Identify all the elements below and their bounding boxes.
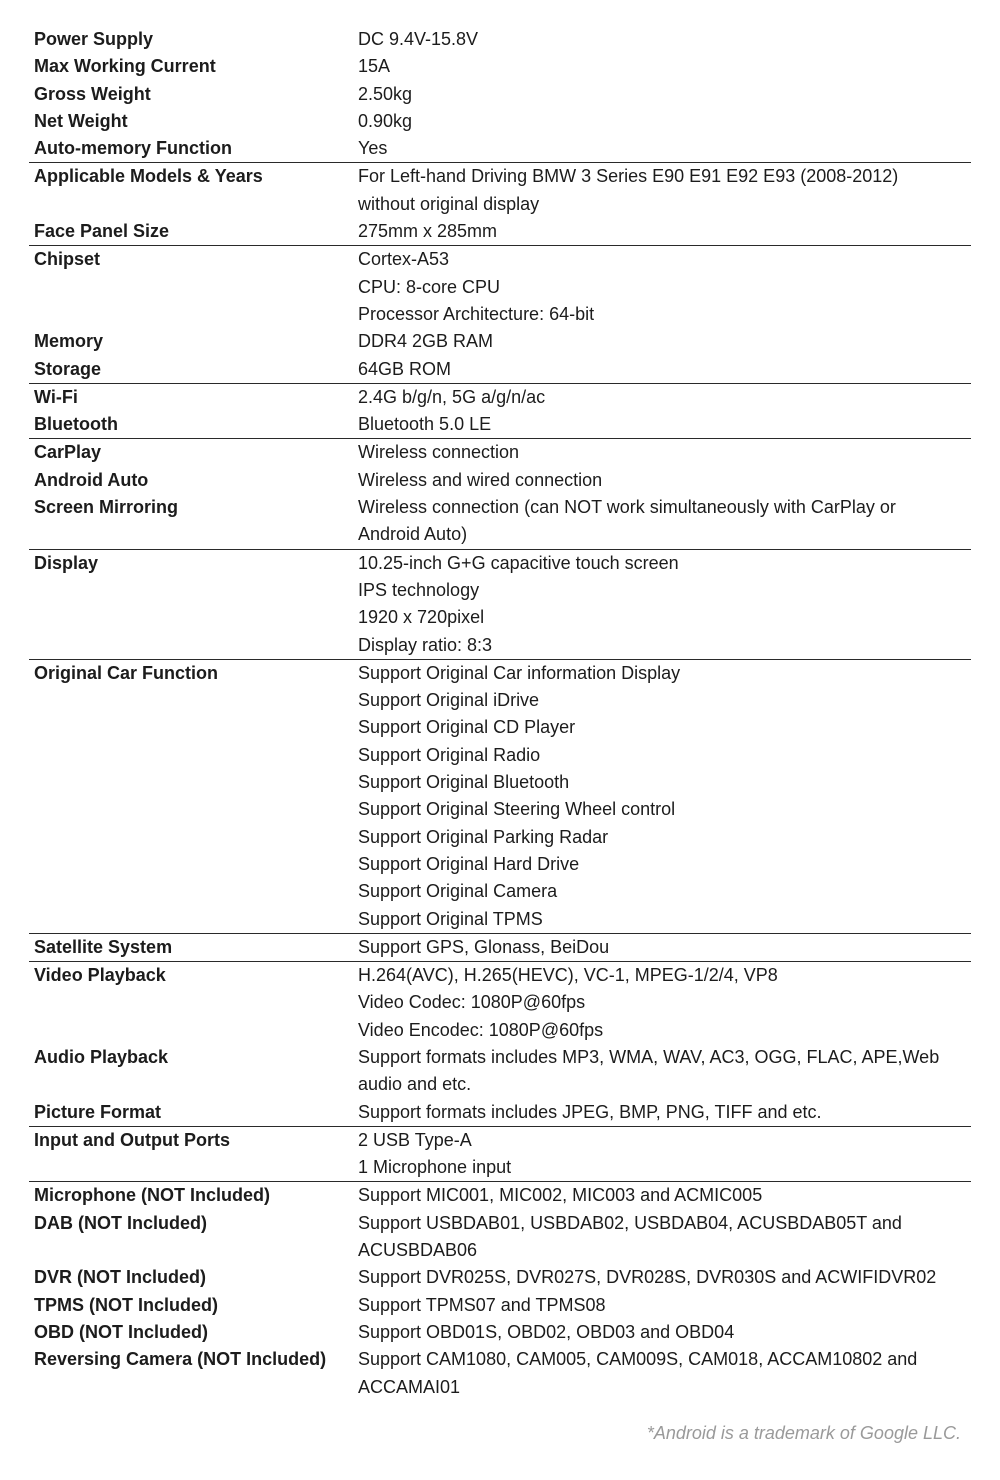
spec-value-line: 1 Microphone input — [358, 1157, 512, 1178]
spec-label: Picture Format — [34, 1101, 162, 1122]
spec-value-line: Support Original Bluetooth — [358, 772, 570, 793]
spec-value-line: ACCAMAI01 — [358, 1376, 461, 1397]
spec-value-line: 0.90kg — [358, 110, 413, 131]
spec-label: Wi-Fi — [34, 386, 78, 407]
spec-label: Satellite System — [34, 936, 173, 957]
spec-value-line: Yes — [358, 138, 388, 159]
spec-value-line: Support Original TPMS — [358, 908, 543, 929]
spec-row-screen-mirroring — [29, 494, 971, 549]
spec-value-line: 15A — [358, 56, 391, 77]
spec-values — [358, 550, 971, 659]
spec-value-line: 64GB ROM — [358, 358, 452, 379]
spec-row-dab-not-included — [29, 1210, 971, 1265]
spec-value-line: Wireless and wired connection — [358, 469, 603, 490]
spec-values — [358, 1210, 971, 1265]
spec-row-dvr-not-included — [29, 1264, 971, 1291]
spec-label: Android Auto — [34, 469, 149, 490]
spec-row-satellite-system — [29, 934, 971, 961]
spec-value-line: Support MIC001, MIC002, MIC003 and ACMIC005 — [358, 1185, 763, 1206]
spec-group — [29, 384, 971, 440]
spec-value-line: 2.50kg — [358, 83, 413, 104]
spec-label: Chipset — [34, 249, 101, 270]
spec-values — [358, 1127, 971, 1182]
spec-values — [358, 328, 971, 355]
spec-value-line: Support Original CD Player — [358, 717, 576, 738]
spec-label: Memory — [34, 331, 104, 352]
spec-value-line: Support Original iDrive — [358, 690, 540, 711]
spec-value-line: without original display — [358, 193, 540, 214]
spec-values — [358, 411, 971, 438]
spec-group — [29, 550, 971, 660]
spec-values — [358, 934, 971, 961]
spec-row-chipset — [29, 246, 971, 328]
spec-value-line: Support formats includes JPEG, BMP, PNG, TIFF and etc. — [358, 1101, 822, 1122]
spec-value-line: Android Auto) — [358, 524, 468, 545]
spec-label: Bluetooth — [34, 414, 118, 435]
spec-value-line: H.264(AVC), H.265(HEVC), VC-1, MPEG-1/2/4, VP8 — [358, 965, 778, 986]
spec-label: DAB (NOT Included) — [34, 1212, 207, 1233]
spec-label: Max Working Current — [34, 56, 216, 77]
spec-values — [358, 108, 971, 135]
spec-value-line: Video Codec: 1080P@60fps — [358, 992, 586, 1013]
spec-row-display — [29, 550, 971, 659]
spec-value-line: Wireless connection — [358, 442, 520, 463]
spec-value-line: Support Original Steering Wheel control — [358, 799, 676, 820]
spec-values — [358, 1044, 971, 1099]
spec-row-max-working-current — [29, 53, 971, 80]
spec-label: Screen Mirroring — [34, 497, 179, 518]
spec-value-line: DC 9.4V-15.8V — [358, 29, 479, 49]
spec-label: Net Weight — [34, 110, 128, 131]
spec-group — [29, 163, 971, 246]
spec-row-auto-memory-function — [29, 135, 971, 162]
spec-values — [358, 1264, 971, 1291]
spec-values — [358, 135, 971, 162]
spec-value-line: 275mm x 285mm — [358, 221, 498, 242]
spec-values — [358, 962, 971, 1044]
spec-value-line: audio and etc. — [358, 1074, 472, 1095]
spec-label: Power Supply — [34, 29, 154, 49]
spec-value-line: Cortex-A53 — [358, 249, 450, 270]
spec-row-original-car-function — [29, 660, 971, 933]
spec-row-obd-not-included — [29, 1319, 971, 1346]
spec-label: Input and Output Ports — [34, 1129, 230, 1150]
spec-value-line: ACUSBDAB06 — [358, 1240, 478, 1261]
spec-group — [29, 934, 971, 962]
spec-label: Storage — [34, 358, 102, 379]
spec-row-audio-playback — [29, 1044, 971, 1099]
spec-label: Face Panel Size — [34, 221, 170, 242]
spec-values — [358, 1182, 971, 1209]
spec-value-line: Support Original Radio — [358, 744, 541, 765]
spec-row-android-auto — [29, 467, 971, 494]
spec-value-line: Support TPMS07 and TPMS08 — [358, 1294, 606, 1315]
spec-row-video-playback — [29, 962, 971, 1044]
spec-value-line: 10.25-inch G+G capacitive touch screen — [358, 552, 679, 573]
spec-value-line: Support Original Camera — [358, 881, 558, 902]
spec-label: Video Playback — [34, 965, 166, 986]
spec-value-line: Processor Architecture: 64-bit — [358, 303, 595, 324]
spec-values — [358, 163, 971, 218]
spec-value-line: Support USBDAB01, USBDAB02, USBDAB04, ACUSBDAB05T and — [358, 1212, 902, 1233]
spec-row-power-supply — [29, 26, 971, 53]
spec-group — [29, 962, 971, 1127]
spec-value-line: 2 USB Type-A — [358, 1129, 472, 1150]
spec-values — [358, 26, 971, 53]
spec-value-line: Video Encodec: 1080P@60fps — [358, 1019, 604, 1040]
spec-values — [358, 246, 971, 328]
spec-row-bluetooth — [29, 411, 971, 438]
spec-row-face-panel-size — [29, 218, 971, 245]
spec-value-line: Support Original Car information Display — [358, 662, 681, 683]
spec-value-line: Support DVR025S, DVR027S, DVR028S, DVR030S and ACWIFIDVR02 — [358, 1267, 937, 1288]
spec-label: Applicable Models & Years — [34, 166, 263, 187]
spec-row-net-weight — [29, 108, 971, 135]
spec-value-line: Support GPS, Glonass, BeiDou — [358, 936, 610, 957]
spec-label: Microphone (NOT Included) — [34, 1185, 270, 1206]
spec-row-gross-weight — [29, 81, 971, 108]
spec-group — [29, 439, 971, 549]
spec-value-line: Bluetooth 5.0 LE — [358, 414, 492, 435]
spec-values — [358, 494, 971, 549]
spec-group — [29, 1127, 971, 1183]
spec-label: Original Car Function — [34, 662, 219, 683]
trademark-footnote: *Android is a trademark of Google LLC. — [646, 1423, 961, 1443]
spec-row-wi-fi — [29, 384, 971, 411]
spec-label: OBD (NOT Included) — [34, 1321, 208, 1342]
spec-row-tpms-not-included — [29, 1292, 971, 1319]
spec-value-line: DDR4 2GB RAM — [358, 331, 494, 352]
spec-label: Reversing Camera (NOT Included) — [34, 1349, 327, 1370]
spec-value-line: Support Original Parking Radar — [358, 826, 609, 847]
spec-row-input-and-output-ports — [29, 1127, 971, 1182]
spec-group — [29, 660, 971, 934]
spec-row-carplay — [29, 439, 971, 466]
spec-values — [358, 1346, 971, 1401]
spec-row-memory — [29, 328, 971, 355]
spec-values — [358, 467, 971, 494]
spec-values — [358, 439, 971, 466]
spec-values — [358, 1292, 971, 1319]
spec-label: DVR (NOT Included) — [34, 1267, 206, 1288]
spec-values — [358, 218, 971, 245]
spec-label: Audio Playback — [34, 1046, 169, 1067]
spec-row-reversing-camera-not-included — [29, 1346, 971, 1401]
spec-values — [358, 384, 971, 411]
spec-group — [29, 246, 971, 383]
spec-values — [358, 1099, 971, 1126]
spec-label: Auto-memory Function — [34, 138, 232, 159]
spec-label: Display — [34, 552, 99, 573]
spec-row-applicable-models-years — [29, 163, 971, 218]
spec-value-line: CPU: 8-core CPU — [358, 276, 501, 297]
spec-value-line: Support formats includes MP3, WMA, WAV, AC3, OGG, FLAC, APE,Web — [358, 1046, 940, 1067]
spec-table — [29, 26, 971, 1401]
spec-values — [358, 660, 971, 933]
spec-group — [29, 26, 971, 163]
spec-row-storage — [29, 356, 971, 383]
spec-value-line: IPS technology — [358, 579, 480, 600]
spec-value-line: Support OBD01S, OBD02, OBD03 and OBD04 — [358, 1321, 735, 1342]
spec-row-picture-format — [29, 1099, 971, 1126]
spec-values — [358, 53, 971, 80]
spec-row-microphone-not-included — [29, 1182, 971, 1209]
spec-value-line: Support Original Hard Drive — [358, 853, 580, 874]
spec-value-line: 1920 x 720pixel — [358, 607, 485, 628]
spec-values — [358, 1319, 971, 1346]
spec-values — [358, 356, 971, 383]
spec-value-line: Support CAM1080, CAM005, CAM009S, CAM018, ACCAM10802 and — [358, 1349, 918, 1370]
spec-value-line: For Left-hand Driving BMW 3 Series E90 E91 E92 E93 (2008-2012) — [358, 166, 899, 187]
spec-label: TPMS (NOT Included) — [34, 1294, 218, 1315]
spec-value-line: 2.4G b/g/n, 5G a/g/n/ac — [358, 386, 546, 407]
spec-label: Gross Weight — [34, 83, 151, 104]
spec-group — [29, 1182, 971, 1400]
spec-label: CarPlay — [34, 442, 102, 463]
spec-values — [358, 81, 971, 108]
spec-value-line: Display ratio: 8:3 — [358, 634, 493, 655]
spec-value-line: Wireless connection (can NOT work simultaneously with CarPlay or — [358, 497, 896, 518]
